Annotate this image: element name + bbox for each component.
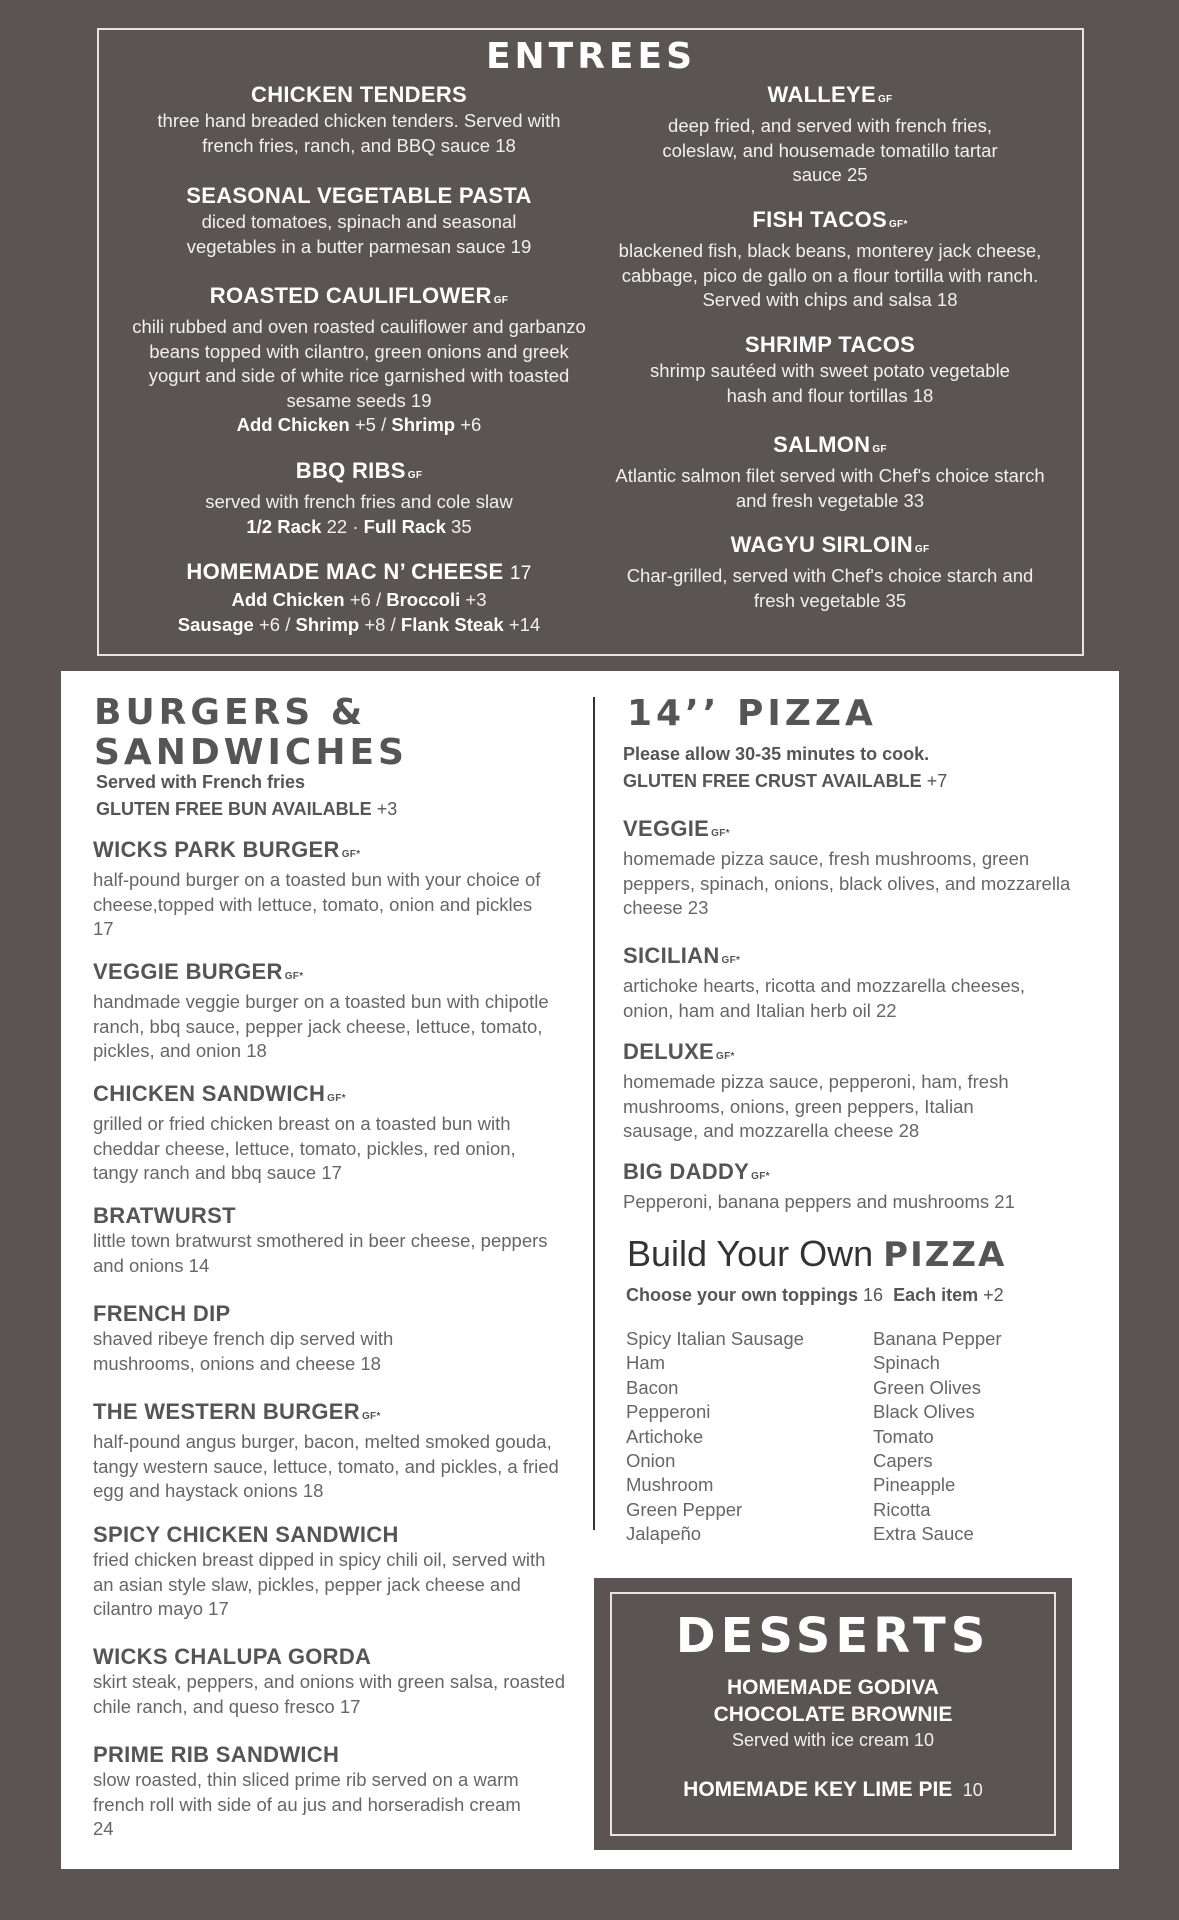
gf-badge: GF* [721,955,741,966]
menu-item-godiva-brownie [594,1674,1072,1752]
item-addons: Add Chicken +5 / Shrimp +6 [236,414,482,435]
item-description: skirt steak, peppers, and onions with green salsa, roasted chile ranch, and queso fresco 17 [93,1671,566,1717]
column-divider [593,697,595,1530]
topping-item: Tomato [873,1425,934,1447]
topping-item: Pepperoni [626,1401,711,1423]
menu-item-key-lime-pie [594,1776,1072,1803]
item-description: grilled or fried chicken breast on a toasted bun with cheddar cheese, lettuce, tomato, pickles, red onion, tangy ranch and bbq sauce 17 [93,1113,516,1183]
item-name: SICILIAN [623,943,720,968]
menu-item-bratwurst [93,1202,573,1278]
topping-item: Spinach [873,1352,940,1374]
item-name: FISH TACOS [752,207,887,232]
menu-item-chicken-sandwich [93,1080,573,1186]
gf-badge: GF [493,295,509,306]
gf-badge: GF* [361,1411,381,1422]
item-name: SALMON [773,432,871,457]
topping-item: Capers [873,1450,933,1472]
item-description: artichoke hearts, ricotta and mozzarella cheeses, onion, ham and Italian herb oil 22 [623,975,1026,1021]
gf-badge: GF [872,444,887,455]
desserts-panel [594,1578,1072,1850]
menu-item-prime-rib-sandwich [93,1741,573,1842]
gf-badge: GF [877,94,893,105]
item-name: THE WESTERN BURGER [93,1399,360,1424]
item-description: shaved ribeye french dip served with mushrooms, onions and cheese 18 [93,1328,394,1374]
gf-badge: GF* [716,1051,735,1062]
desserts-title: DESSERTS [675,1608,991,1664]
item-description: diced tomatoes, spinach and seasonal vegetables in a butter parmesan sauce 19 [186,211,532,257]
item-description: handmade veggie burger on a toasted bun with chipotle ranch, bbq sauce, pepper jack cheese, lettuce, tomato, pickles, and onion 18 [93,991,549,1061]
item-description: blackened fish, black beans, monterey jack cheese, cabbage, pico de gallo on a flour tortilla with ranch. Served with chips and salsa 18 [618,240,1042,310]
item-description: little town bratwurst smothered in beer cheese, peppers and onions 14 [93,1230,548,1276]
topping-item: Jalapeño [626,1523,702,1545]
gf-badge: GF* [341,849,361,860]
item-name: SHRIMP TACOS [744,332,916,357]
item-name: WICKS CHALUPA GORDA [93,1644,372,1669]
item-name: HOMEMADE MAC N’ CHEESE [186,559,504,584]
item-description: half-pound burger on a toasted bun with your choice of cheese,topped with lettuce, tomato, onion and pickles 17 [93,869,541,939]
gf-badge: GF [407,470,423,481]
item-description: deep fried, and served with french fries, coleslaw, and housemade tomatillo tartar sauce 25 [662,115,998,185]
item-name: DELUXE [623,1039,715,1064]
item-name: WICKS PARK BURGER [93,837,340,862]
item-description: homemade pizza sauce, fresh mushrooms, green peppers, spinach, onions, black olives, and mozzarella cheese 23 [623,848,1071,918]
menu-item-shrimp-tacos [600,331,1060,408]
item-name: PRIME RIB SANDWICH [93,1742,340,1767]
menu-item-wicks-park-burger [93,836,573,942]
item-name: HOMEMADE KEY LIME PIE [683,1778,953,1801]
item-description: served with french fries and cole slaw [205,491,513,512]
entrees-panel [77,0,1105,671]
gf-badge: GF* [284,971,304,982]
toppings-list-right [873,1327,1002,1547]
menu-item-bbq-ribs [129,457,589,539]
menu-item-roasted-cauliflower [129,282,589,438]
item-addons: Add Chicken +6 / Broccoli +3 [231,589,487,610]
item-name: CHOCOLATE BROWNIE [713,1703,953,1726]
menu-item-seasonal-vegetable-pasta [129,182,589,259]
item-description: three hand breaded chicken tenders. Served with french fries, ranch, and BBQ sauce 18 [157,110,561,156]
topping-item: Onion [626,1450,676,1472]
entrees-title: ENTREES [485,36,697,77]
gf-badge: GF* [327,1093,346,1104]
gf-badge: GF [914,544,930,555]
pizza-title: 14’’ PIZZA [627,693,877,734]
item-description: half-pound angus burger, bacon, melted smoked gouda, tangy western sauce, lettuce, tomato, and pickles, a fried egg and haystack onions 18 [93,1431,559,1501]
item-name: HOMEMADE GODIVA [727,1676,939,1699]
item-name: BRATWURST [93,1203,236,1228]
item-name: SEASONAL VEGETABLE PASTA [186,183,532,208]
item-description: chili rubbed and oven roasted cauliflower and garbanzo beans topped with cilantro, green onions and greek yogurt and side of white rice garnished with toasted sesame seeds 19 [132,316,586,411]
build-your-own-pricing: Choose your own toppings 16 Each item +2 [626,1285,1004,1305]
burgers-subtitle: Served with French fries GLUTEN FREE BUN AVAILABLE +3 [96,772,398,819]
menu-item-sicilian-pizza [623,942,1093,1023]
topping-item: Black Olives [873,1401,975,1423]
topping-item: Bacon [626,1376,679,1398]
item-price: 17 [509,563,532,584]
item-name: ROASTED CAULIFLOWER [209,283,492,308]
item-name: VEGGIE [623,816,710,841]
topping-item: Green Olives [873,1376,981,1398]
item-description: Atlantic salmon filet served with Chef's choice starch and fresh vegetable 33 [615,465,1045,511]
item-addons: Sausage +6 / Shrimp +8 / Flank Steak +14 [177,613,541,635]
menu-item-veggie-burger [93,958,573,1064]
topping-item: Mushroom [626,1474,714,1496]
menu-item-big-daddy-pizza [623,1158,1093,1215]
item-name: WAGYU SIRLOIN [730,532,913,557]
build-your-own-title: Build Your Own PIZZA [627,1233,1007,1275]
topping-item: Artichoke [626,1425,704,1447]
item-name: CHICKEN SANDWICH [93,1081,326,1106]
item-name: CHICKEN TENDERS [251,82,467,107]
menu-item-spicy-chicken-sandwich [93,1521,573,1622]
topping-item: Pineapple [873,1474,956,1496]
item-description: fried chicken breast dipped in spicy chili oil, served with an asian style slaw, pickles, pepper jack cheese and cilantro mayo 17 [93,1549,546,1619]
item-name: FRENCH DIP [93,1301,231,1326]
item-name: VEGGIE BURGER [93,959,283,984]
item-description: slow roasted, thin sliced prime rib served on a warm french roll with side of au jus and horseradish cream 24 [93,1769,521,1839]
item-description: Pepperoni, banana peppers and mushrooms 21 [623,1191,1015,1212]
burgers-title: BURGERS & SANDWICHES [94,692,408,773]
item-name: WALLEYE [767,82,876,107]
menu-item-fish-tacos [600,206,1060,313]
menu-item-western-burger [93,1398,573,1504]
menu-item-french-dip [93,1300,573,1376]
topping-item: Ricotta [873,1498,931,1520]
item-name: BBQ RIBS [295,458,406,483]
gf-badge: GF* [751,1171,770,1182]
item-price: 10 [962,1780,983,1800]
menu-item-walleye [600,81,1060,188]
item-description: shrimp sautéed with sweet potato vegetable hash and flour tortillas 18 [650,360,1010,406]
menu-item-veggie-pizza [623,815,1093,921]
menu-item-deluxe-pizza [623,1038,1093,1144]
menu-item-chicken-tenders [129,81,589,158]
item-description: Char-grilled, served with Chef's choice starch and fresh vegetable 35 [626,565,1034,611]
menu-item-salmon [600,431,1060,513]
menu-item-mac-n-cheese [129,558,589,637]
topping-item: Banana Pepper [873,1328,1002,1349]
item-description: Served with ice cream 10 [731,1730,935,1750]
pizza-subtitle: Please allow 30-35 minutes to cook. GLUTEN FREE CRUST AVAILABLE +7 [623,744,948,791]
topping-item: Spicy Italian Sausage [626,1328,804,1349]
topping-item: Extra Sauce [873,1523,974,1545]
gf-badge: GF* [888,219,908,230]
topping-item: Green Pepper [626,1498,743,1520]
topping-item: Ham [626,1352,666,1374]
toppings-list-left [626,1327,804,1547]
item-name: BIG DADDY [623,1159,750,1184]
item-description: homemade pizza sauce, pepperoni, ham, fresh mushrooms, onions, green peppers, Italian sausage, and mozzarella cheese 28 [623,1071,1009,1141]
item-name: SPICY CHICKEN SANDWICH [93,1522,399,1547]
gf-badge: GF* [711,828,730,839]
item-addons: 1/2 Rack 22 · Full Rack 35 [246,515,472,537]
menu-item-wagyu-sirloin [600,531,1060,613]
menu-item-wicks-chalupa-gorda [93,1643,573,1719]
